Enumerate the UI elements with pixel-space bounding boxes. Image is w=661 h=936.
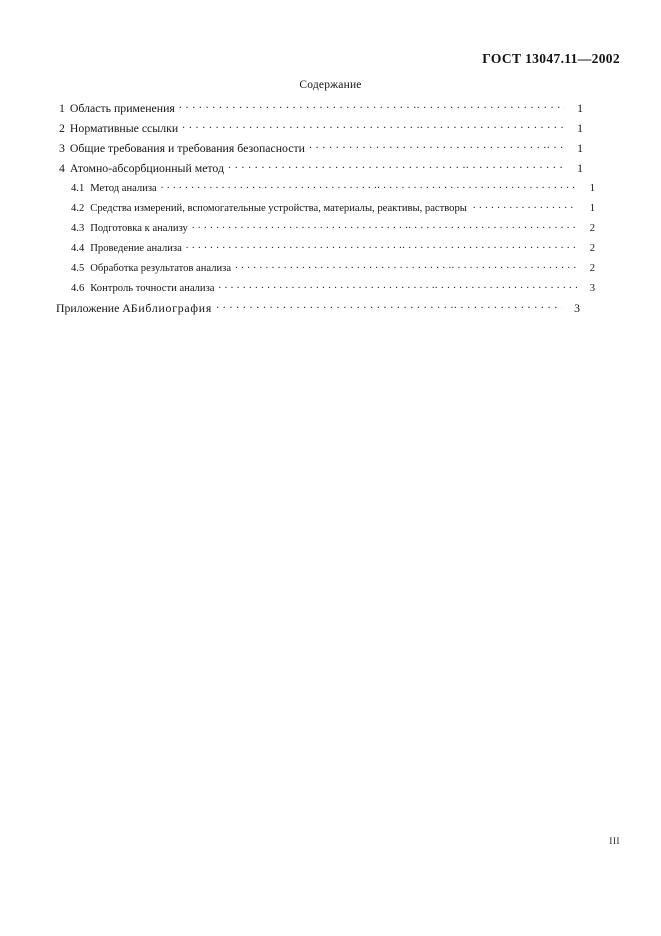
toc-entry-label: Проведение анализа [90, 242, 182, 254]
toc-dot-leader [218, 280, 577, 291]
running-header: ГОСТ 13047.11—2002 [482, 51, 620, 66]
toc-entry-label: Область применения [69, 100, 175, 115]
toc-entry[interactable] [56, 200, 595, 220]
toc-entry-label: Подготовка к анализу [90, 222, 188, 234]
toc-dot-leader [216, 300, 562, 312]
page-number-folio: III [609, 837, 620, 847]
toc-dot-leader [235, 260, 577, 271]
toc-entry[interactable] [56, 280, 595, 300]
toc-entry-number: 4.3 [71, 222, 85, 234]
toc-entry-number: Приложение А [56, 300, 131, 315]
toc-dot-leader [192, 220, 577, 231]
toc-entry-label: Метод анализа [90, 182, 157, 194]
toc-entry-label: Средства измерений, вспомогательные устройства, материалы, реактивы, растворы [90, 202, 467, 214]
toc-entry-page-number: 1 [589, 202, 595, 214]
toc-entry-number: 4.6 [71, 282, 85, 294]
toc-entry-page-number: 2 [589, 222, 595, 234]
toc-dot-leader [186, 240, 577, 251]
toc-entry[interactable] [56, 140, 583, 160]
toc-entry-label: Нормативные ссылки [69, 120, 179, 135]
toc-entry-page-number: 2 [589, 242, 595, 254]
toc-entry[interactable] [56, 160, 583, 180]
table-of-contents [56, 100, 595, 321]
toc-dot-leader [473, 200, 577, 211]
toc-entry[interactable] [56, 180, 595, 200]
toc-entry-number: 4.1 [71, 182, 85, 194]
toc-dot-leader [161, 180, 577, 191]
toc-dot-leader [228, 160, 565, 172]
toc-entry-page-number: 1 [577, 140, 583, 155]
toc-entry-page-number: 1 [589, 182, 595, 194]
toc-entry-number: 1 [59, 100, 65, 115]
contents-title-text: Содержание [299, 79, 362, 91]
toc-entry-page-number: 1 [577, 100, 583, 115]
toc-entry-number: 4 [59, 160, 65, 175]
toc-entry-page-number: 3 [574, 300, 580, 315]
toc-dot-leader [182, 120, 565, 132]
toc-entry-page-number: 1 [577, 160, 583, 175]
toc-entry[interactable] [56, 240, 595, 260]
toc-entry-page-number: 1 [577, 120, 583, 135]
toc-entry[interactable] [56, 260, 595, 280]
toc-entry[interactable] [56, 120, 583, 140]
toc-entry[interactable] [56, 220, 595, 240]
toc-entry-page-number: 2 [589, 262, 595, 274]
toc-entry-number: 4.2 [71, 202, 85, 214]
toc-entry-number: 4.5 [71, 262, 85, 274]
toc-entry[interactable] [56, 100, 583, 120]
page-title [0, 79, 661, 91]
toc-entry-label: Атомно-абсорбционный метод [69, 160, 224, 175]
toc-entry-label: Библиография [130, 300, 213, 315]
toc-entry-number: 2 [59, 120, 65, 135]
toc-entry-label: Контроль точности анализа [90, 282, 215, 294]
toc-entry-number: 4.4 [71, 242, 85, 254]
toc-entry[interactable] [56, 300, 580, 321]
toc-entry-page-number: 3 [589, 282, 595, 294]
toc-dot-leader [179, 100, 565, 112]
toc-entry-label: Обработка результатов анализа [90, 262, 232, 274]
toc-dot-leader [309, 140, 565, 152]
toc-entry-label: Общие требования и требования безопасности [69, 140, 305, 155]
toc-entry-number: 3 [59, 140, 65, 155]
